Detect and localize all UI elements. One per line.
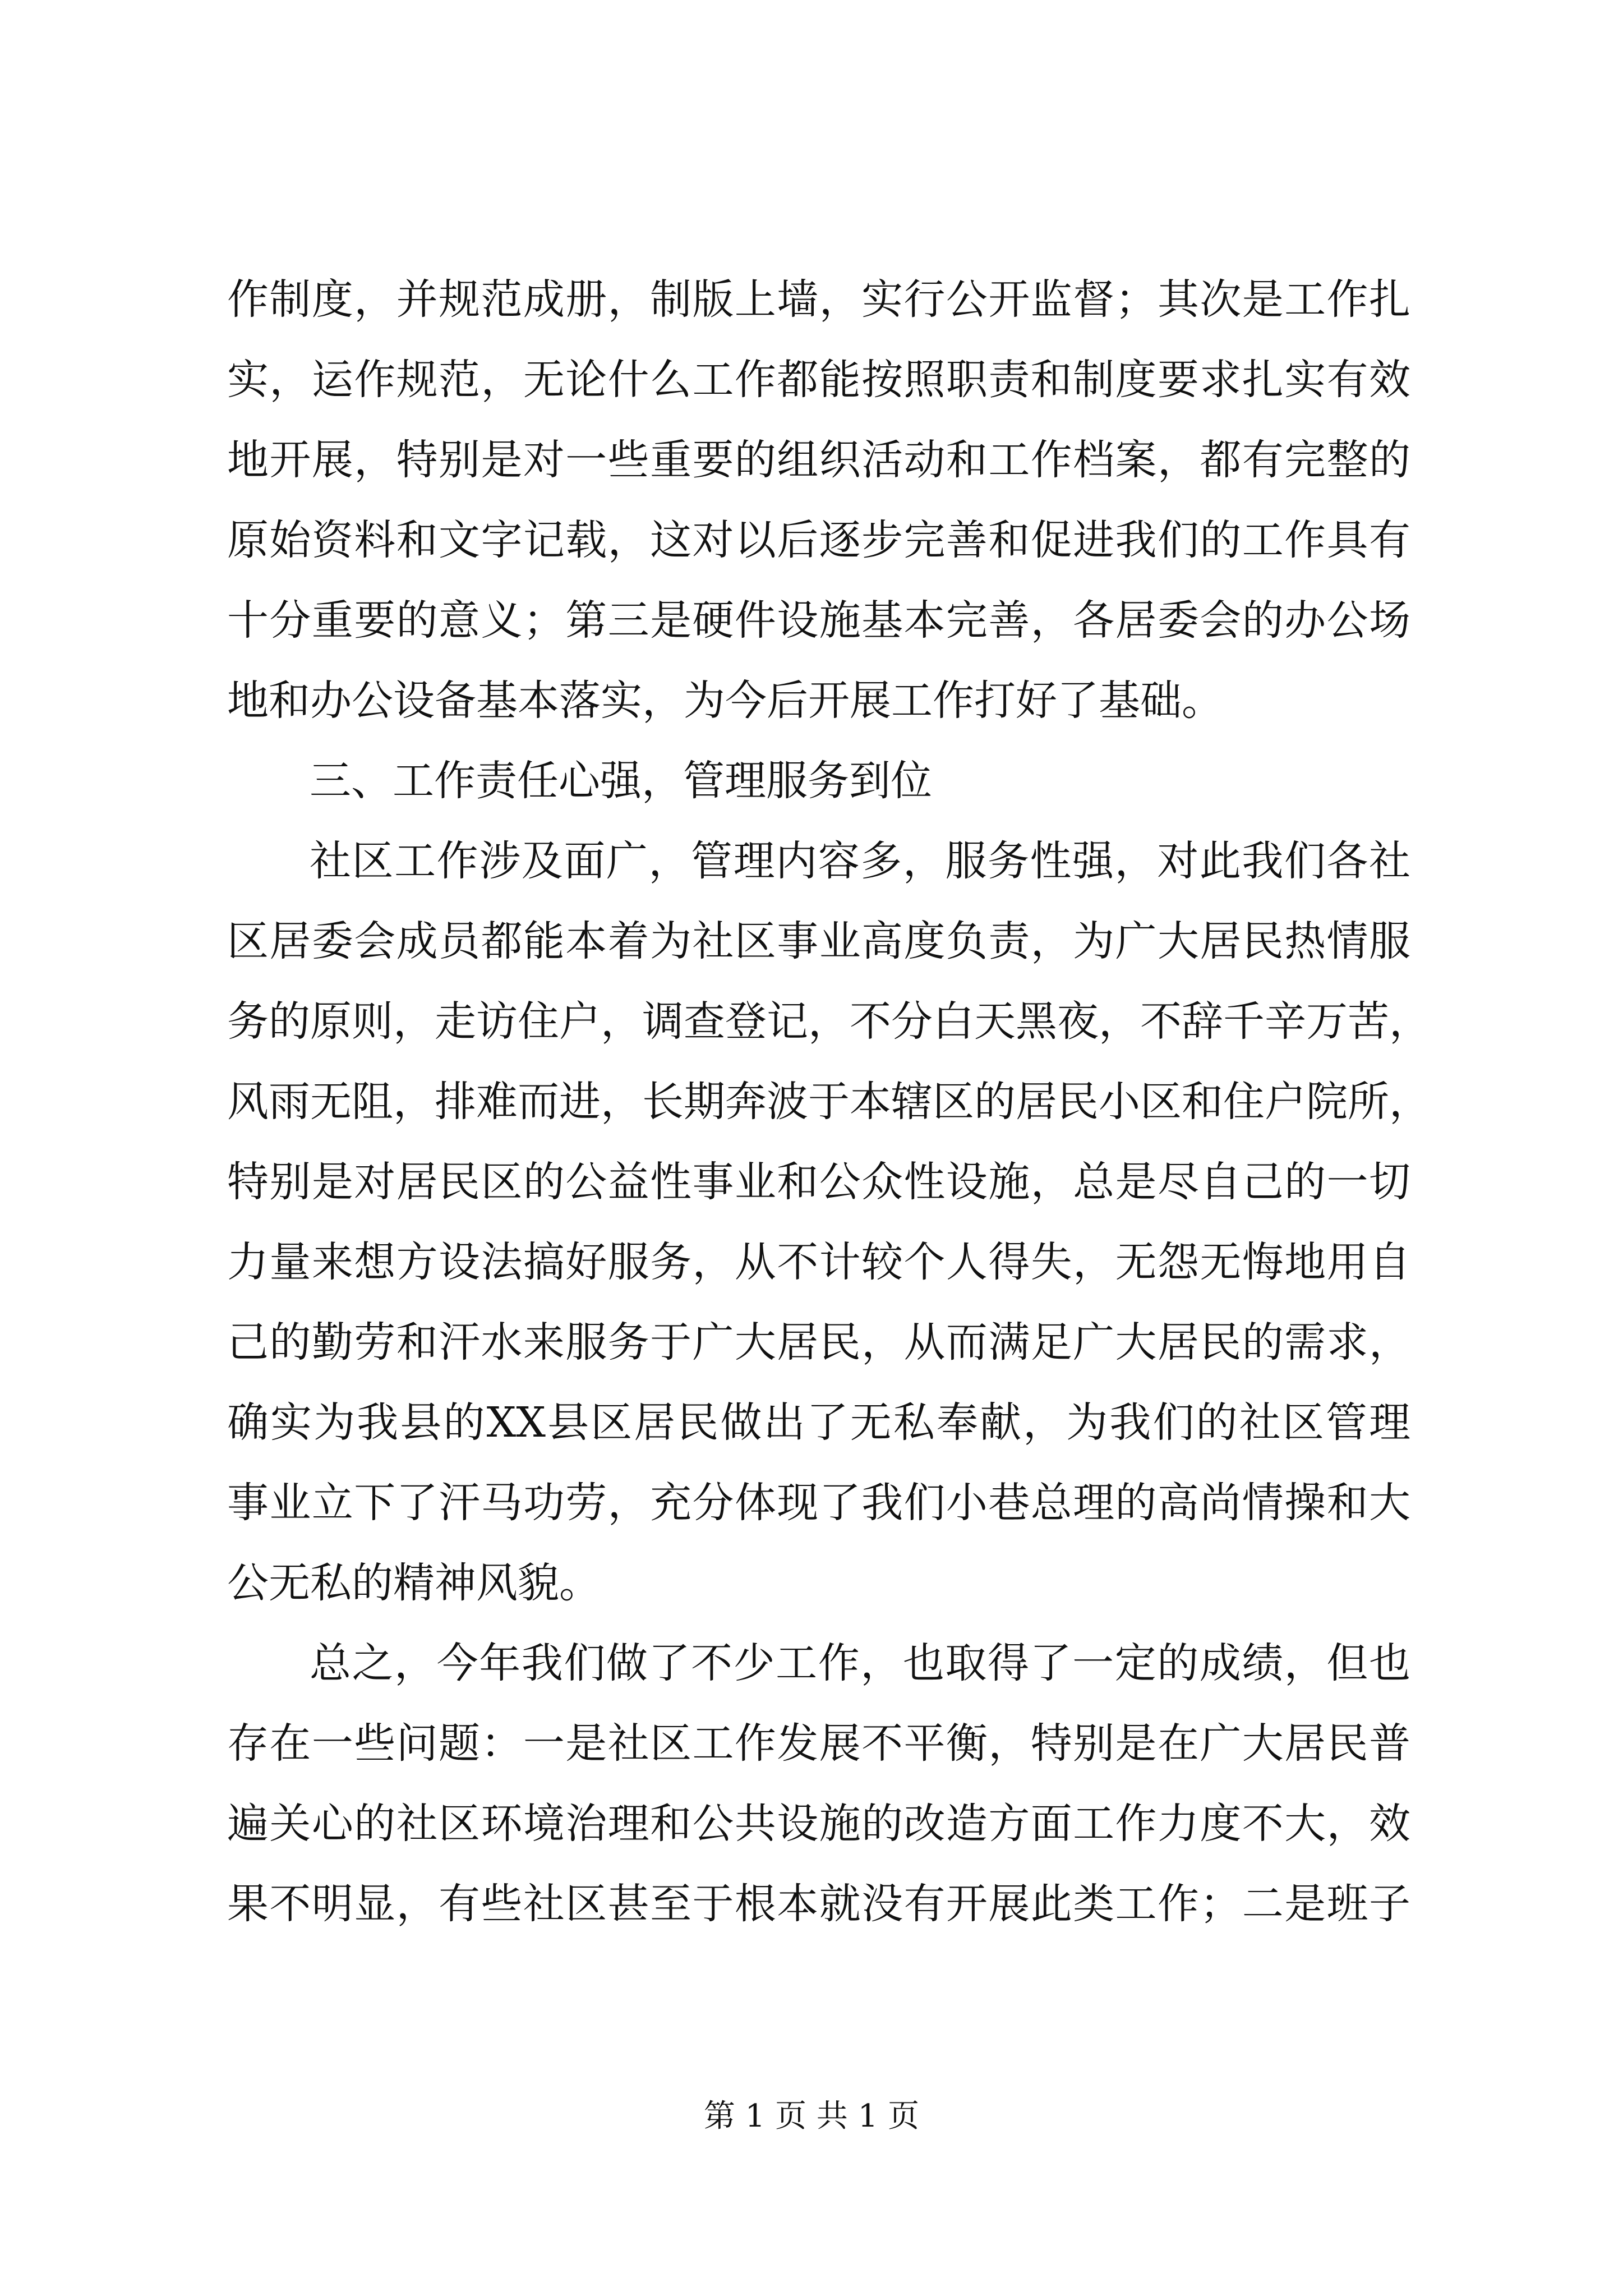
text-line: 地开展，特别是对一些重要的组织活动和工作档案，都有完整的 — [227, 436, 1410, 484]
text-line: 事业立下了汗马功劳，充分体现了我们小巷总理的高尚情操和大 — [227, 1479, 1410, 1527]
text-line: 力量来想方设法搞好服务，从不计较个人得失，无怨无悔地用自 — [227, 1238, 1410, 1286]
text-line: 存在一些问题：一是社区工作发展不平衡，特别是在广大居民普 — [227, 1719, 1410, 1768]
text-line: 作制度，并规范成册，制版上墙，实行公开监督；其次是工作扎 — [227, 275, 1410, 324]
text-line: 风雨无阻，排难而进，长期奔波于本辖区的居民小区和住户院所， — [227, 1078, 1431, 1126]
text-line: 区居委会成员都能本着为社区事业高度负责，为广大居民热情服 — [227, 917, 1410, 965]
text-line: 己的勤劳和汗水来服务于广大居民，从而满足广大居民的需求， — [227, 1318, 1410, 1366]
text-line: 实，运作规范，无论什么工作都能按照职责和制度要求扎实有效 — [227, 356, 1410, 404]
document-body — [227, 260, 1431, 1944]
text-line: 特别是对居民区的公益性事业和公众性设施，总是尽自己的一切 — [227, 1158, 1410, 1206]
text-line: 确实为我县的XX县区居民做出了无私奉献，为我们的社区管理 — [227, 1398, 1410, 1447]
section-heading: 三、工作责任心强，管理服务到位 — [310, 757, 932, 805]
text-line: 遍关心的社区环境治理和公共设施的改造方面工作力度不大，效 — [227, 1800, 1410, 1848]
text-line: 十分重要的意义；第三是硬件设施基本完善，各居委会的办公场 — [227, 596, 1410, 645]
text-line: 地和办公设备基本落实，为今后开展工作打好了基础。 — [227, 677, 1223, 725]
text-line: 务的原则，走访住户，调查登记，不分白天黑夜，不辞千辛万苦， — [227, 997, 1431, 1046]
text-line: 果不明显，有些社区甚至于根本就没有开展此类工作；二是班子 — [227, 1880, 1410, 1928]
text-line: 原始资料和文字记载，这对以后逐步完善和促进我们的工作具有 — [227, 516, 1410, 564]
paragraph-first-line: 社区工作涉及面广，管理内容多，服务性强，对此我们各社 — [310, 837, 1410, 885]
page-number-footer: 第 1 页 共 1 页 — [703, 2098, 920, 2134]
paragraph-first-line: 总之，今年我们做了不少工作，也取得了一定的成绩，但也 — [310, 1639, 1410, 1687]
text-line: 公无私的精神风貌。 — [227, 1559, 601, 1607]
